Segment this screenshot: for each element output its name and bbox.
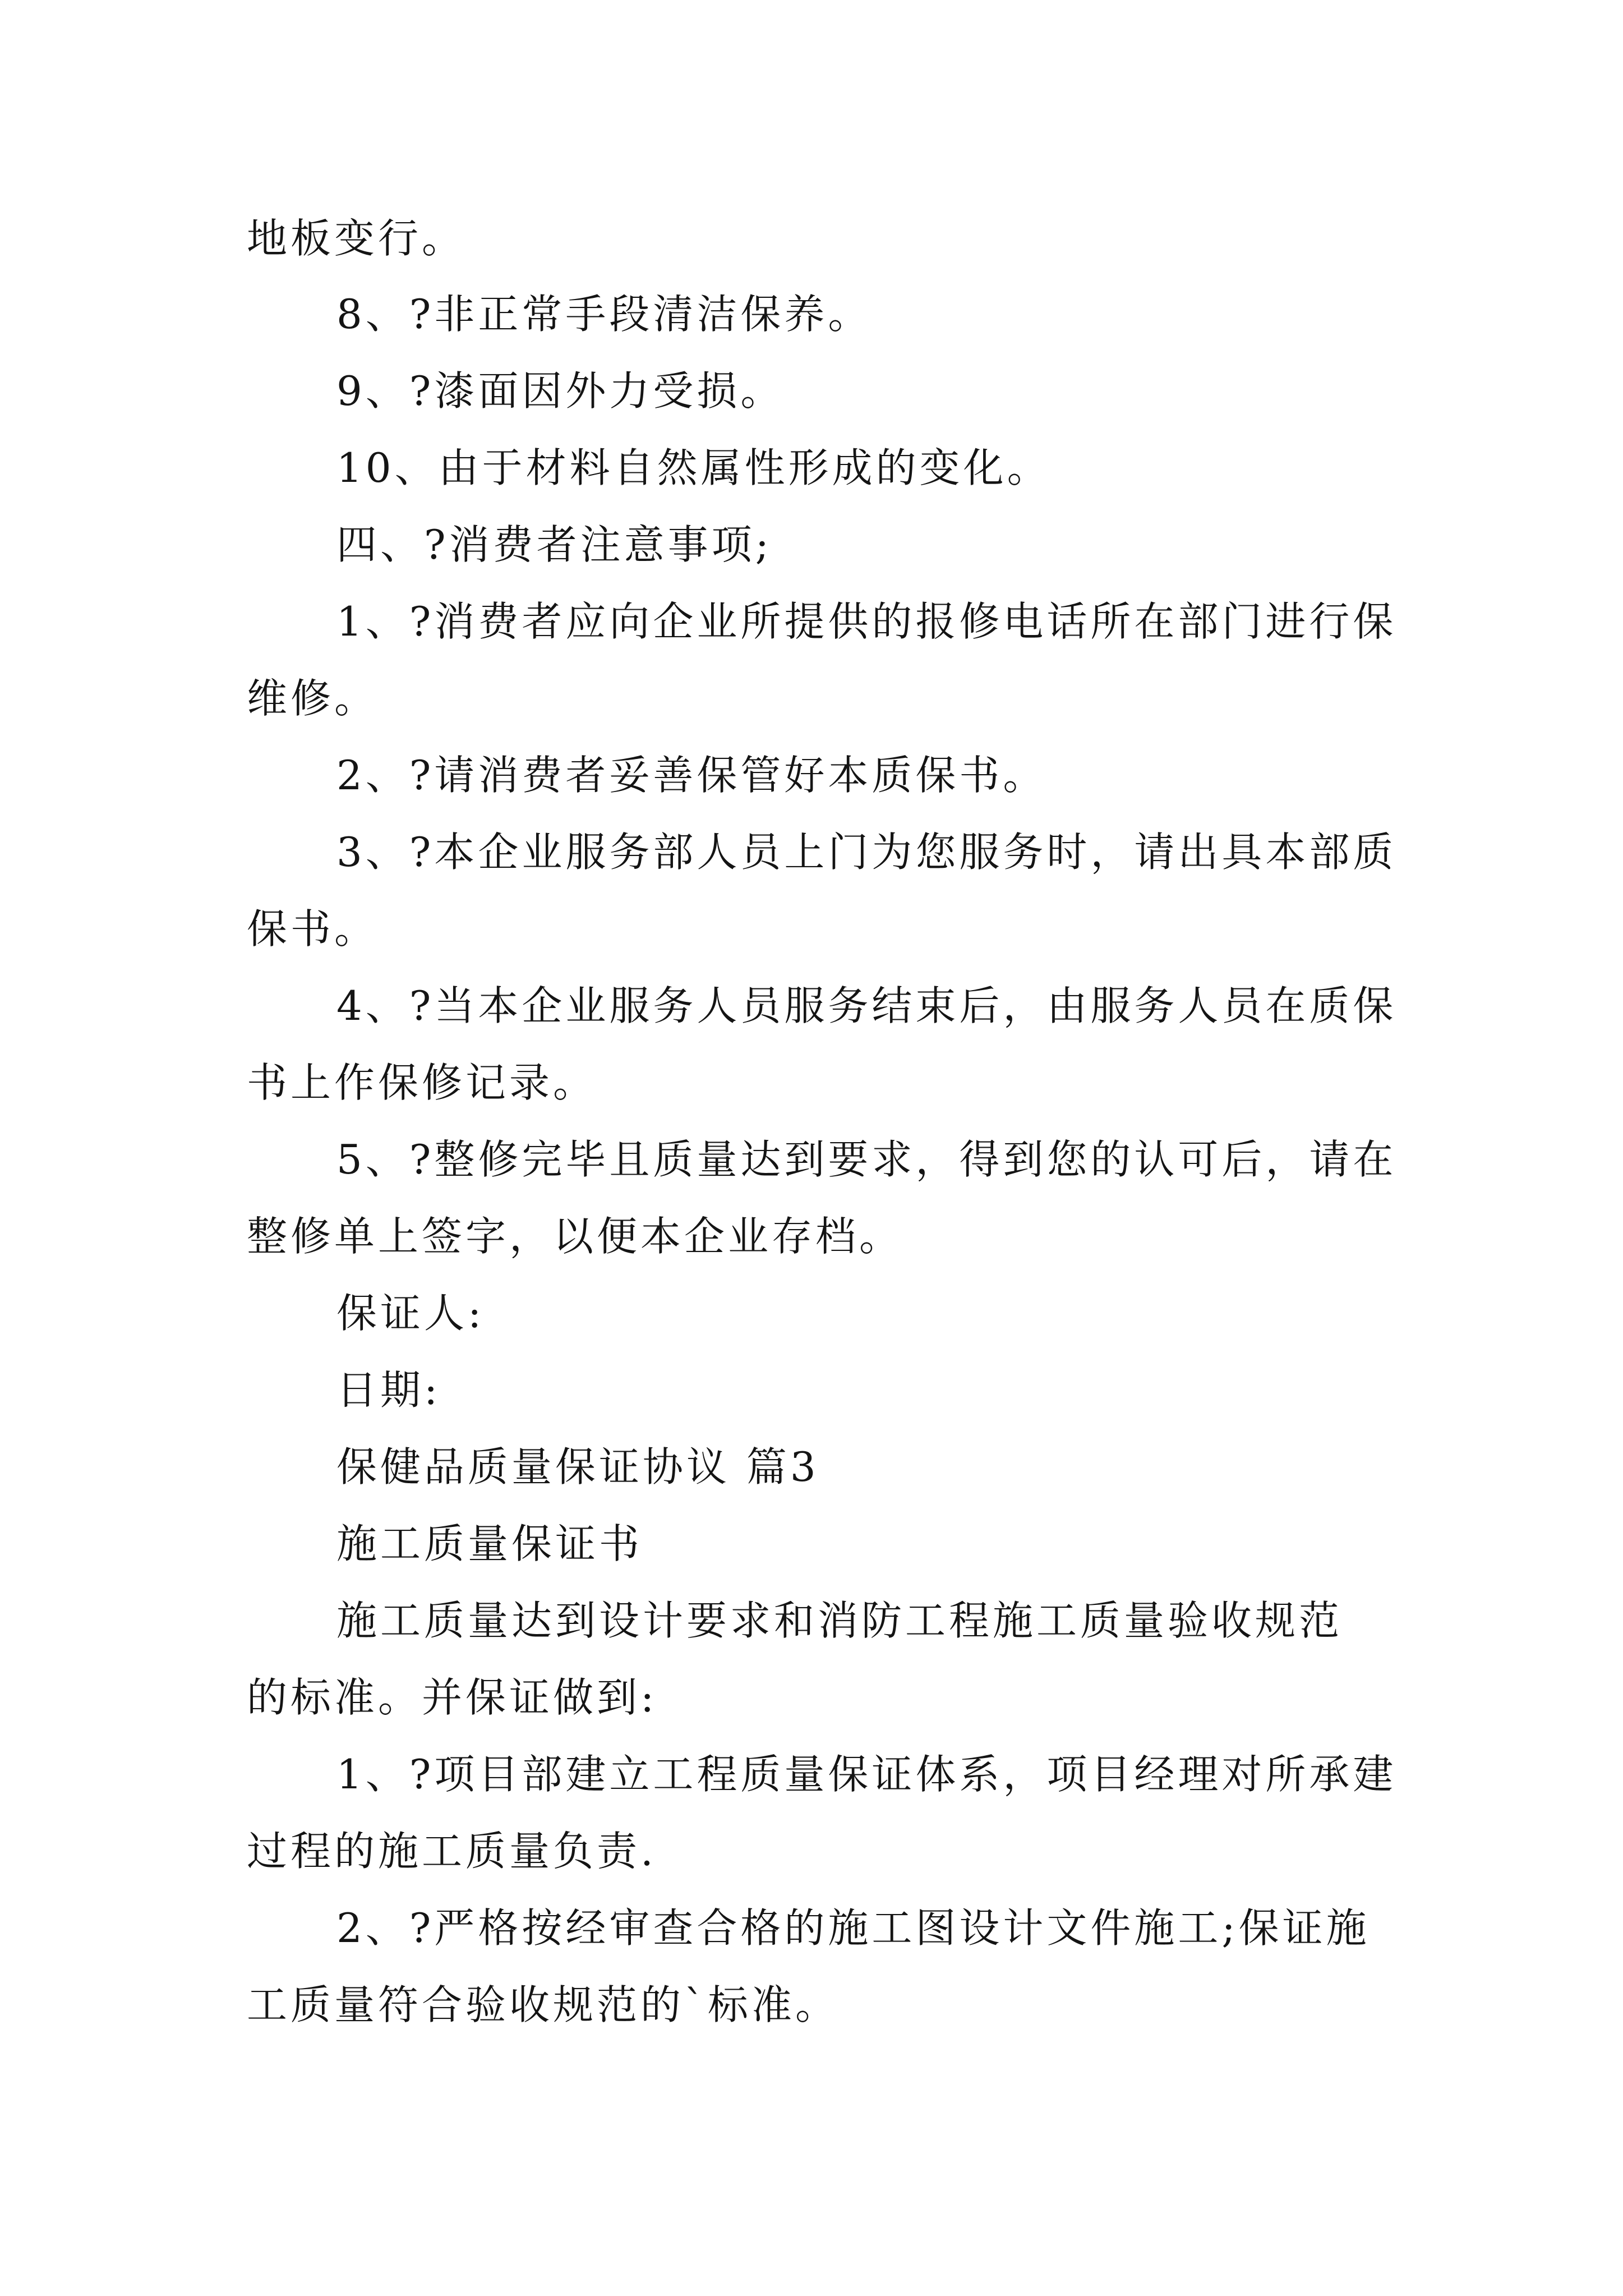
text-line: 过程的施工质量负责. [247,1828,657,1875]
section-heading: 保健品质量保证协议 篇3 [336,1443,819,1490]
text-line: 日期: [336,1366,441,1414]
section-heading: 施工质量保证书 [336,1520,643,1567]
text-line: 保书。 [247,905,379,953]
text-line: 整修单上签字，以便本企业存档。 [247,1213,903,1260]
text-line: 工质量符合验收规范的`标准。 [247,1981,840,2028]
text-line: 5、?整修完毕且质量达到要求，得到您的认可后，请在 [336,1136,1397,1183]
text-line: 维修。 [247,675,379,722]
text-line: 9、?漆面因外力受损。 [336,367,785,415]
text-line: 3、?本企业服务部人员上门为您服务时，请出具本部质 [336,829,1397,876]
text-line: 10、由于材料自然属性形成的变化。 [336,444,1051,491]
text-line: 施工质量达到设计要求和消防工程施工质量验收规范 [336,1597,1343,1644]
text-line: 2、?严格按经审查合格的施工图设计文件施工;保证施 [336,1904,1370,1952]
text-line: 1、?项目部建立工程质量保证体系，项目经理对所承建 [336,1751,1397,1798]
text-line: 4、?当本企业服务人员服务结束后，由服务人员在质保 [336,982,1397,1029]
text-line: 1、?消费者应向企业所提供的报修电话所在部门进行保 [336,598,1397,645]
text-line: 四、?消费者注意事项; [336,521,772,568]
text-line: 2、?请消费者妥善保管好本质保书。 [336,752,1047,799]
text-line: 保证人: [336,1290,485,1337]
text-line: 地板变行。 [247,215,466,262]
text-line: 8、?非正常手段清洁保养。 [336,291,872,338]
text-line: 的标准。并保证做到: [247,1674,658,1721]
text-line: 书上作保修记录。 [247,1059,597,1106]
